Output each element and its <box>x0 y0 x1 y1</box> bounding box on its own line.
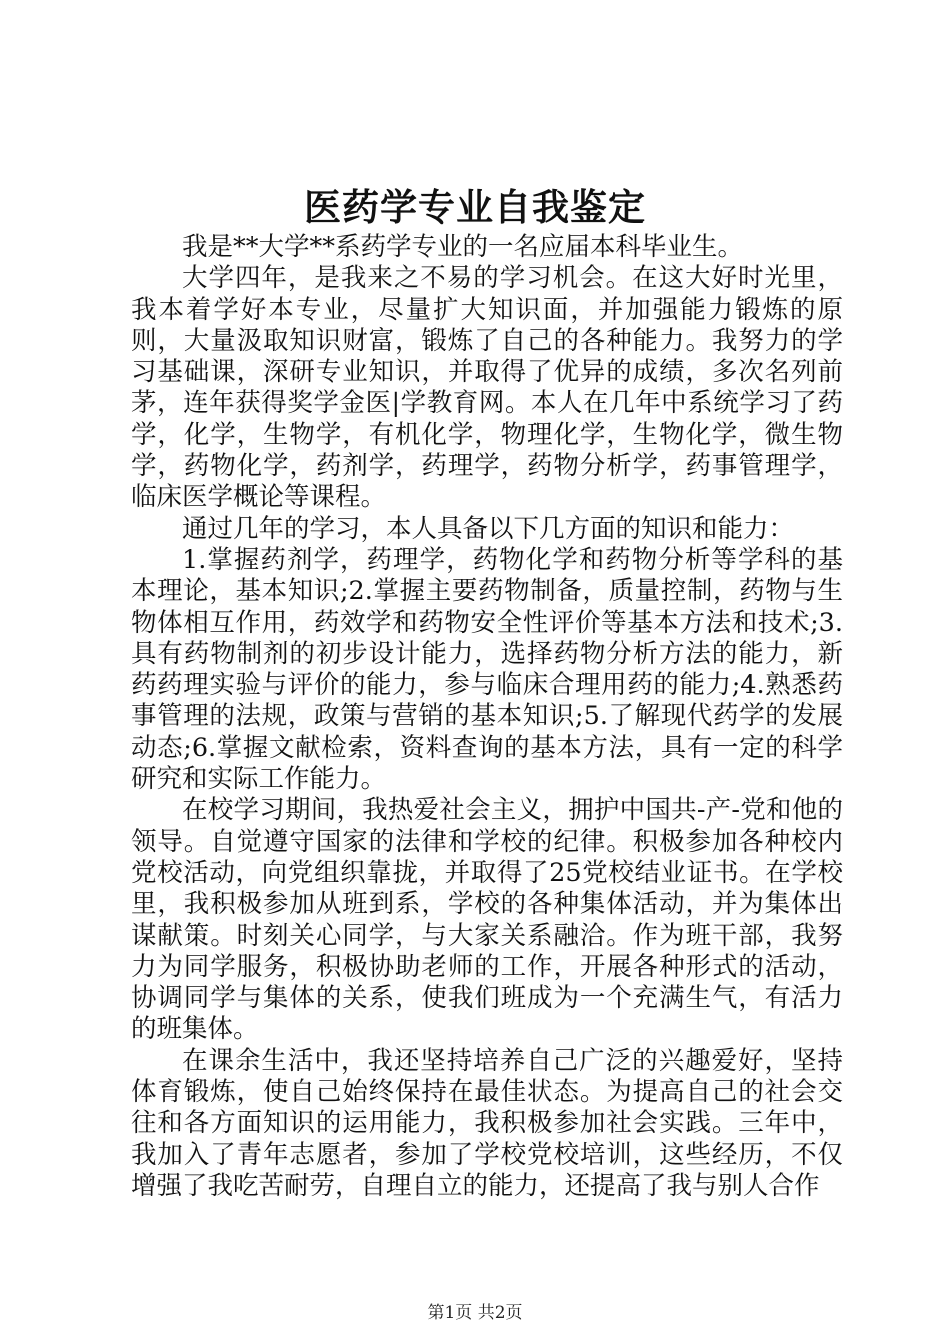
paragraph-abilities-intro: 通过几年的学习，本人具备以下几方面的知识和能力： <box>182 513 795 544</box>
paragraph-abilities-list: 1.掌握药剂学，药理学，药物化学和药物分析等学科的基本理论，基本知识;2.掌握主要药物制备，质量控制，药物与生物体相互作用，药效学和药物安全性评价等基本方法和技术;3.具有药物制剂的初步设计能力，选择药物分析方法的能力，新药药理实验与评价的能力，参与临床合理用药的能力;4.熟悉药事管理的法规，政策与营销的基本知识;5.了解现代药学的发展动态;6.掌握文献检索，资料查询的基本方法，具有一定的科学研究和实际工作能力。 <box>131 544 843 795</box>
paragraph-school-life: 在校学习期间，我热爱社会主义，拥护中国共-产-党和他的领导。自觉遵守国家的法律和学校的纪律。积极参加各种校内党校活动，向党组织靠拢，并取得了25党校结业证书。在学校里，我积极参加从班到系，学校的各种集体活动，并为集体出谋献策。时刻关心同学，与大家关系融洽。作为班干部，我努力为同学服务，积极协助老师的工作，开展各种形式的活动，协调同学与集体的关系，使我们班成为一个充满生气，有活力的班集体。 <box>131 795 843 1045</box>
paragraph-study: 大学四年，是我来之不易的学习机会。在这大好时光里，我本着学好本专业，尽量扩大知识面，并加强能力锻炼的原则，大量汲取知识财富，锻炼了自己的各种能力。我努力的学习基础课，深研专业知识，并取得了优异的成绩，多次名列前茅，连年获得奖学金医|学教育网。本人在几年中系统学习了药学，化学，生物学，有机化学，物理化学，生物化学，微生物学，药物化学，药剂学，药理学，药物分析学，药事管理学，临床医学概论等课程。 <box>131 263 843 513</box>
document-title: 医药学专业自我鉴定 <box>304 186 646 229</box>
document-body <box>131 232 843 1202</box>
paragraph-extracurricular: 在课余生活中，我还坚持培养自己广泛的兴趣爱好，坚持体育锻炼，使自己始终保持在最佳状态。为提高自己的社会交往和各方面知识的运用能力，我积极参加社会实践。三年中，我加入了青年志愿者，参加了学校党校培训，这些经历，不仅增强了我吃苦耐劳，自理自立的能力，还提高了我与别人合作 <box>131 1045 843 1201</box>
paragraph-intro: 我是**大学**系药学专业的一名应届本科毕业生。 <box>182 232 744 262</box>
page-number: 第1页 共2页 <box>427 1303 523 1323</box>
